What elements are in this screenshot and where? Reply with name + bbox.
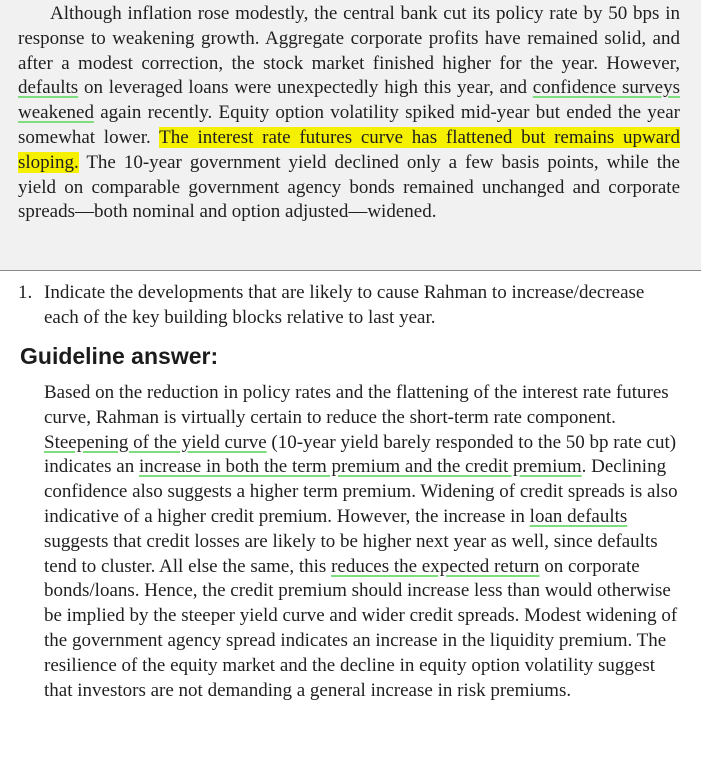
answer-underline-expected-return: reduces the expected return [331,555,540,577]
question-item [18,280,658,330]
answer-underline-loan-defaults: loan defaults [529,505,628,527]
answer-text: on corporate bonds/loans. Hence, the credit premium should increase less than would otherwise be implied by the steeper yield curve and wider credit spreads. Modest widening of the government agency spread indicates an increase in the liquidity premium. The resilience of the equity market and the decline in equity option volatility suggest that investors are not demanding a general increase in risk premiums. [44,555,678,701]
passage-highlight: The interest rate futures curve has flattened but remains upward sloping. [18,126,680,173]
case-passage-section [0,0,701,270]
answer-text: . Declining confidence also suggests a higher term premium. Widening of credit spreads is also indicative of a higher credit premium. However, the increase in [44,456,678,527]
passage-text: Although inflation rose modestly, the central bank cut its policy rate by 50 bps in response to weakening growth. Aggregate corporate profits have remained solid, and after a modest correction, the stock market finished higher for the year. However, [18,3,680,74]
guideline-answer [44,381,680,703]
answer-underline-term-credit: increase in both the term premium and the credit premium [138,456,582,478]
question-text: Indicate the developments that are likely to cause Rahman to increase/decrease each of the key building blocks relative to last year. [44,282,645,328]
answer-text: Based on the reduction in policy rates and the flattening of the interest rate futures curve, Rahman is virtually certain to reduce the short-term rate component. [44,382,669,428]
passage-underline-confidence: confidence surveys weakened [18,77,680,124]
question-number: 1. [18,282,33,303]
passage-text: on leveraged loans were unexpectedly high this year, and [78,77,533,99]
answer-text: (10-year yield barely responded to the 50 bp rate cut) indicates an [44,431,677,478]
section-divider [0,270,701,271]
guideline-heading: Guideline answer: [20,343,219,369]
passage-underline-defaults: defaults [18,77,79,99]
passage-text: again recently. Equity option volatility spiked mid-year but ended the year somewhat lower. [18,102,680,148]
answer-text: suggests that credit losses are likely to be higher next year as well, since defaults tend to cluster. All else the same, this [44,530,658,577]
case-passage [18,2,680,225]
answer-underline-steepening: Steepening of the yield curve [44,431,267,453]
passage-text: The 10-year government yield declined only a few basis points, while the yield on comparable government agency bonds remained unchanged and corporate spreads—both nominal and option adjusted—widened. [18,151,680,223]
